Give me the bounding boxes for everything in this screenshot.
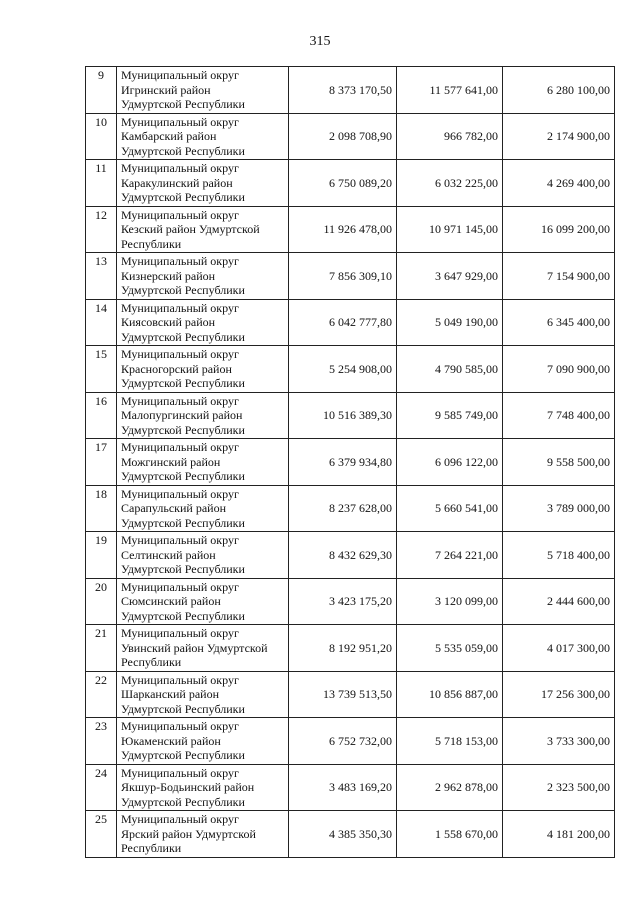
amount-1: 6 752 732,00 xyxy=(289,718,397,765)
amount-1: 6 042 777,80 xyxy=(289,299,397,346)
amount-1: 6 750 089,20 xyxy=(289,160,397,207)
amount-2: 966 782,00 xyxy=(397,113,503,160)
municipality-name-line: Муниципальный округ xyxy=(121,672,239,687)
table-row xyxy=(86,578,615,625)
municipality-name-line: Удмуртской Республики xyxy=(121,748,245,762)
amount-3: 2 323 500,00 xyxy=(503,764,615,811)
row-number: 23 xyxy=(86,718,117,765)
municipality-name-line: Муниципальный округ xyxy=(121,300,239,315)
amount-2: 4 790 585,00 xyxy=(397,346,503,393)
municipality-name xyxy=(117,671,289,718)
municipality-name-line: Муниципальный округ xyxy=(121,579,239,594)
amount-2: 9 585 749,00 xyxy=(397,392,503,439)
amount-1: 8 237 628,00 xyxy=(289,485,397,532)
row-number: 22 xyxy=(86,671,117,718)
municipality-name-line: Каракулинский район xyxy=(121,175,233,190)
amount-3: 3 733 300,00 xyxy=(503,718,615,765)
amount-2: 6 096 122,00 xyxy=(397,439,503,486)
municipality-name xyxy=(117,299,289,346)
municipality-name-line: Удмуртской Республики xyxy=(121,143,245,158)
municipality-name-line: Кизнерский район xyxy=(121,268,216,283)
municipality-name-line: Удмуртской Республики xyxy=(121,701,245,716)
municipality-name-line: Муниципальный округ xyxy=(121,812,239,826)
municipality-name-line: Муниципальный округ xyxy=(121,68,239,82)
table-row xyxy=(86,671,615,718)
municipality-name xyxy=(117,160,289,207)
municipality-name-line: Удмуртской Республики xyxy=(121,190,245,204)
amount-2: 6 032 225,00 xyxy=(397,160,503,207)
municipality-name-line: Республики xyxy=(121,236,182,251)
municipality-name-line: Муниципальный округ xyxy=(121,626,239,640)
table-row xyxy=(86,253,615,300)
municipality-name-line: Кезский район Удмуртской xyxy=(121,222,260,236)
municipality-name-line: Увинский район Удмуртской xyxy=(121,640,268,655)
amount-3: 7 154 900,00 xyxy=(503,253,615,300)
municipality-name-line: Удмуртской Республики xyxy=(121,283,245,297)
municipality-name xyxy=(117,485,289,532)
amount-1: 5 254 908,00 xyxy=(289,346,397,393)
municipality-name-line: Удмуртской Республики xyxy=(121,515,245,530)
row-number: 9 xyxy=(86,67,117,114)
amount-1: 11 926 478,00 xyxy=(289,206,397,253)
amount-2: 5 535 059,00 xyxy=(397,625,503,672)
municipality-name-line: Муниципальный округ xyxy=(121,393,239,408)
table-row xyxy=(86,811,615,858)
row-number: 19 xyxy=(86,532,117,579)
municipality-name-line: Удмуртской Республики xyxy=(121,422,245,437)
amount-3: 6 345 400,00 xyxy=(503,299,615,346)
amount-3: 4 017 300,00 xyxy=(503,625,615,672)
amount-3: 3 789 000,00 xyxy=(503,485,615,532)
municipality-name-line: Ярский район Удмуртской xyxy=(121,826,256,841)
municipality-name-line: Сарапульский район xyxy=(121,501,227,515)
amount-3: 7 748 400,00 xyxy=(503,392,615,439)
row-number: 15 xyxy=(86,346,117,393)
municipality-name xyxy=(117,253,289,300)
table-body xyxy=(86,67,615,858)
municipality-name xyxy=(117,718,289,765)
municipality-name-line: Удмуртской Республики xyxy=(121,97,245,111)
row-number: 14 xyxy=(86,299,117,346)
table-row xyxy=(86,113,615,160)
amount-1: 4 385 350,30 xyxy=(289,811,397,858)
municipality-name-line: Селтинский район xyxy=(121,547,216,562)
row-number: 16 xyxy=(86,392,117,439)
amount-3: 17 256 300,00 xyxy=(503,671,615,718)
municipality-name-line: Киясовский район xyxy=(121,315,216,329)
amount-2: 3 647 929,00 xyxy=(397,253,503,300)
municipality-name xyxy=(117,625,289,672)
table-row xyxy=(86,67,615,114)
amount-2: 2 962 878,00 xyxy=(397,764,503,811)
budget-table xyxy=(85,66,615,858)
amount-1: 8 192 951,20 xyxy=(289,625,397,672)
amount-2: 10 971 145,00 xyxy=(397,206,503,253)
amount-1: 8 373 170,50 xyxy=(289,67,397,114)
amount-2: 11 577 641,00 xyxy=(397,67,503,114)
row-number: 20 xyxy=(86,578,117,625)
row-number: 18 xyxy=(86,485,117,532)
municipality-name-line: Муниципальный округ xyxy=(121,765,239,780)
municipality-name xyxy=(117,346,289,393)
municipality-name xyxy=(117,811,289,858)
municipality-name-line: Муниципальный округ xyxy=(121,161,239,175)
amount-3: 6 280 100,00 xyxy=(503,67,615,114)
municipality-name-line: Удмуртской Республики xyxy=(121,562,245,576)
amount-2: 5 660 541,00 xyxy=(397,485,503,532)
municipality-name-line: Красногорский район xyxy=(121,361,232,376)
municipality-name-line: Республики xyxy=(121,655,182,669)
table-row xyxy=(86,299,615,346)
page-number: 315 xyxy=(309,34,331,49)
amount-3: 7 090 900,00 xyxy=(503,346,615,393)
row-number: 24 xyxy=(86,764,117,811)
table-row xyxy=(86,485,615,532)
municipality-name-line: Камбарский район xyxy=(121,129,217,143)
row-number: 10 xyxy=(86,113,117,160)
table-row xyxy=(86,718,615,765)
row-number: 17 xyxy=(86,439,117,486)
amount-1: 7 856 309,10 xyxy=(289,253,397,300)
amount-3: 4 181 200,00 xyxy=(503,811,615,858)
amount-3: 9 558 500,00 xyxy=(503,439,615,486)
municipality-name-line: Муниципальный округ xyxy=(121,719,239,733)
municipality-name xyxy=(117,439,289,486)
municipality-name xyxy=(117,392,289,439)
municipality-name-line: Муниципальный округ xyxy=(121,254,239,268)
amount-3: 4 269 400,00 xyxy=(503,160,615,207)
amount-3: 2 174 900,00 xyxy=(503,113,615,160)
municipality-name-line: Муниципальный округ xyxy=(121,440,239,454)
municipality-name-line: Муниципальный округ xyxy=(121,207,239,222)
amount-2: 7 264 221,00 xyxy=(397,532,503,579)
amount-1: 6 379 934,80 xyxy=(289,439,397,486)
municipality-name xyxy=(117,67,289,114)
municipality-name xyxy=(117,206,289,253)
amount-3: 16 099 200,00 xyxy=(503,206,615,253)
municipality-name-line: Шарканский район xyxy=(121,687,219,701)
amount-1: 2 098 708,90 xyxy=(289,113,397,160)
amount-2: 10 856 887,00 xyxy=(397,671,503,718)
municipality-name-line: Можгинский район xyxy=(121,454,221,469)
table-row xyxy=(86,764,615,811)
municipality-name-line: Юкаменский район xyxy=(121,733,221,748)
amount-1: 3 423 175,20 xyxy=(289,578,397,625)
municipality-name-line: Малопургинский район xyxy=(121,408,243,422)
municipality-name-line: Муниципальный округ xyxy=(121,533,239,547)
amount-2: 5 049 190,00 xyxy=(397,299,503,346)
amount-1: 3 483 169,20 xyxy=(289,764,397,811)
table-row xyxy=(86,625,615,672)
amount-2: 1 558 670,00 xyxy=(397,811,503,858)
municipality-name-line: Игринский район xyxy=(121,82,211,97)
table-row xyxy=(86,532,615,579)
amount-2: 3 120 099,00 xyxy=(397,578,503,625)
table-row xyxy=(86,206,615,253)
amount-2: 5 718 153,00 xyxy=(397,718,503,765)
row-number: 11 xyxy=(86,160,117,207)
municipality-name-line: Удмуртской Республики xyxy=(121,376,245,390)
amount-1: 10 516 389,30 xyxy=(289,392,397,439)
amount-1: 13 739 513,50 xyxy=(289,671,397,718)
amount-3: 2 444 600,00 xyxy=(503,578,615,625)
amount-1: 8 432 629,30 xyxy=(289,532,397,579)
row-number: 21 xyxy=(86,625,117,672)
municipality-name-line: Удмуртской Республики xyxy=(121,794,245,809)
municipality-name-line: Удмуртской Республики xyxy=(121,608,245,623)
table-row xyxy=(86,346,615,393)
municipality-name-line: Удмуртской Республики xyxy=(121,469,245,483)
municipality-name xyxy=(117,764,289,811)
row-number: 12 xyxy=(86,206,117,253)
amount-3: 5 718 400,00 xyxy=(503,532,615,579)
row-number: 25 xyxy=(86,811,117,858)
row-number: 13 xyxy=(86,253,117,300)
table-row xyxy=(86,392,615,439)
municipality-name-line: Удмуртской Республики xyxy=(121,329,245,344)
table-row xyxy=(86,160,615,207)
municipality-name-line: Якшур-Бодьинский район xyxy=(121,780,255,794)
municipality-name-line: Муниципальный округ xyxy=(121,486,239,501)
municipality-name xyxy=(117,532,289,579)
municipality-name-line: Республики xyxy=(121,841,182,855)
municipality-name-line: Муниципальный округ xyxy=(121,347,239,361)
table-row xyxy=(86,439,615,486)
municipality-name xyxy=(117,578,289,625)
municipality-name xyxy=(117,113,289,160)
municipality-name-line: Сюмсинский район xyxy=(121,594,221,608)
municipality-name-line: Муниципальный округ xyxy=(121,114,239,129)
